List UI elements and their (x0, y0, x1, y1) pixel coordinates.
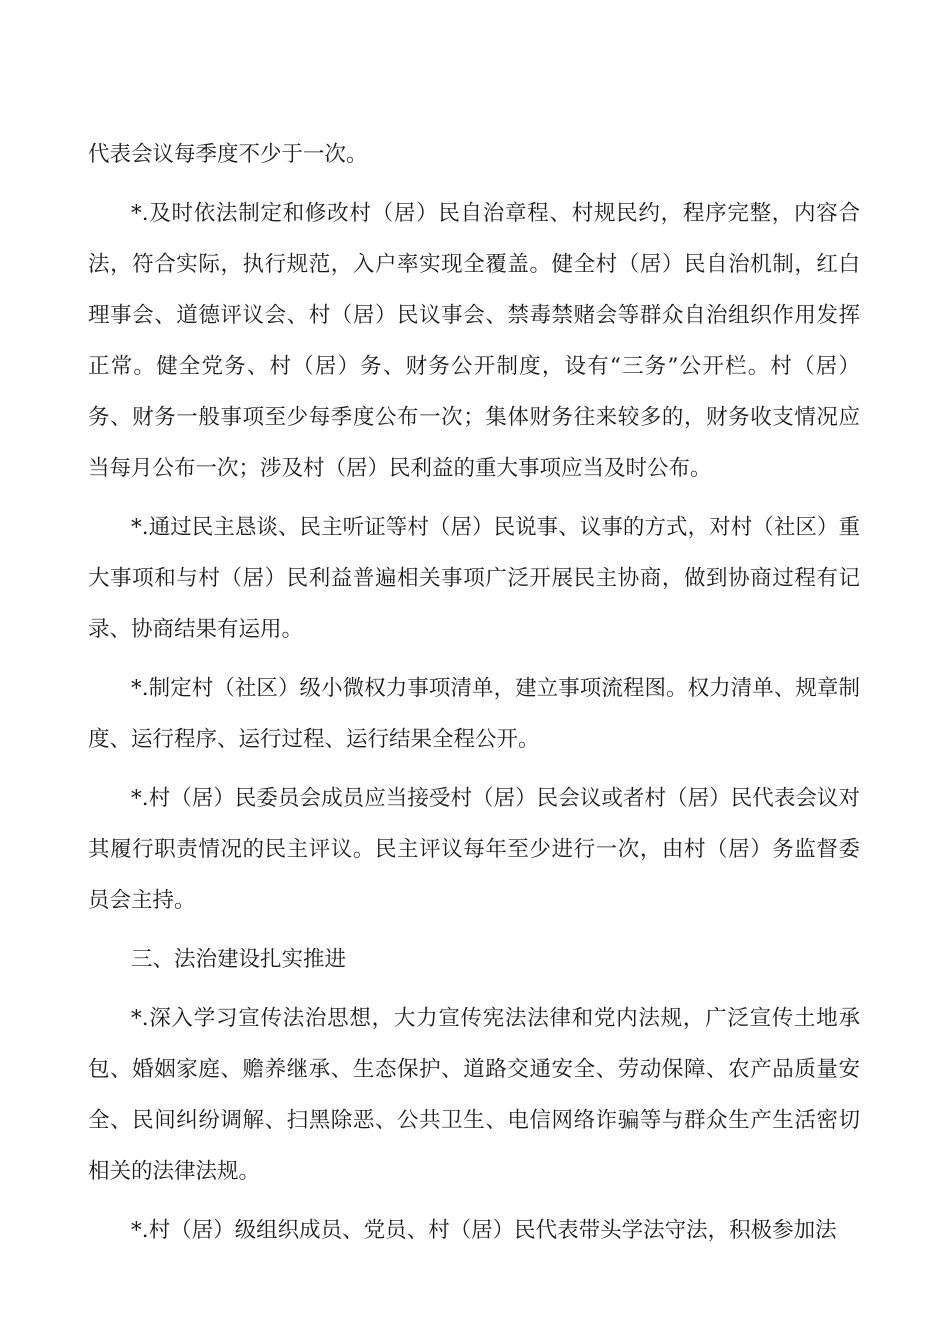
document-body (88, 129, 860, 1264)
paragraph-democratic-consultation: *.通过民主恳谈、民主听证等村（居）民说事、议事的方式，对村（社区）重大事项和与村（居）民利益普遍相关事项广泛开展民主协商，做到协商过程有记录、协商结果有运用。 (88, 515, 860, 642)
paragraph-village-rules: *.及时依法制定和修改村（居）民自治章程、村规民约，程序完整，内容合法，符合实际，执行规范，入户率实现全覆盖。健全村（居）民自治机制，红白理事会、道德评议会、村（居）民议事会、禁毒禁赌会等群众自治组织作用发挥正常。健全党务、村（居）务、财务公开制度，设有“三务”公开栏。村（居）务、财务一般事项至少每季度公布一次；集体财务往来较多的，财务收支情况应当每月公布一次；涉及村（居）民利益的重大事项应当及时公布。 (88, 201, 860, 481)
section-heading-rule-of-law: 三、法治建设扎实推进 (131, 947, 347, 972)
paragraph-legal-publicity: *.深入学习宣传法治思想，大力宣传宪法法律和党内法规，广泛宣传土地承包、婚姻家庭、赡养继承、生态保护、道路交通安全、劳动保障、农产品质量安全、民间纠纷调解、扫黑除恶、公共卫生、电信网络诈骗等与群众生产生活密切相关的法律法规。 (88, 1006, 860, 1184)
paragraph-continuation: 代表会议每季度不少于一次。 (88, 142, 368, 167)
paragraph-democratic-evaluation: *.村（居）民委员会成员应当接受村（居）民会议或者村（居）民代表会议对其履行职责情况的民主评议。民主评议每年至少进行一次，由村（居）务监督委员会主持。 (88, 786, 860, 913)
paragraph-study-law: *.村（居）级组织成员、党员、村（居）民代表带头学法守法，积极参加法 (131, 1218, 837, 1243)
paragraph-power-list: *.制定村（社区）级小微权力事项清单，建立事项流程图。权力清单、规章制度、运行程序、运行过程、运行结果全程公开。 (88, 676, 860, 752)
